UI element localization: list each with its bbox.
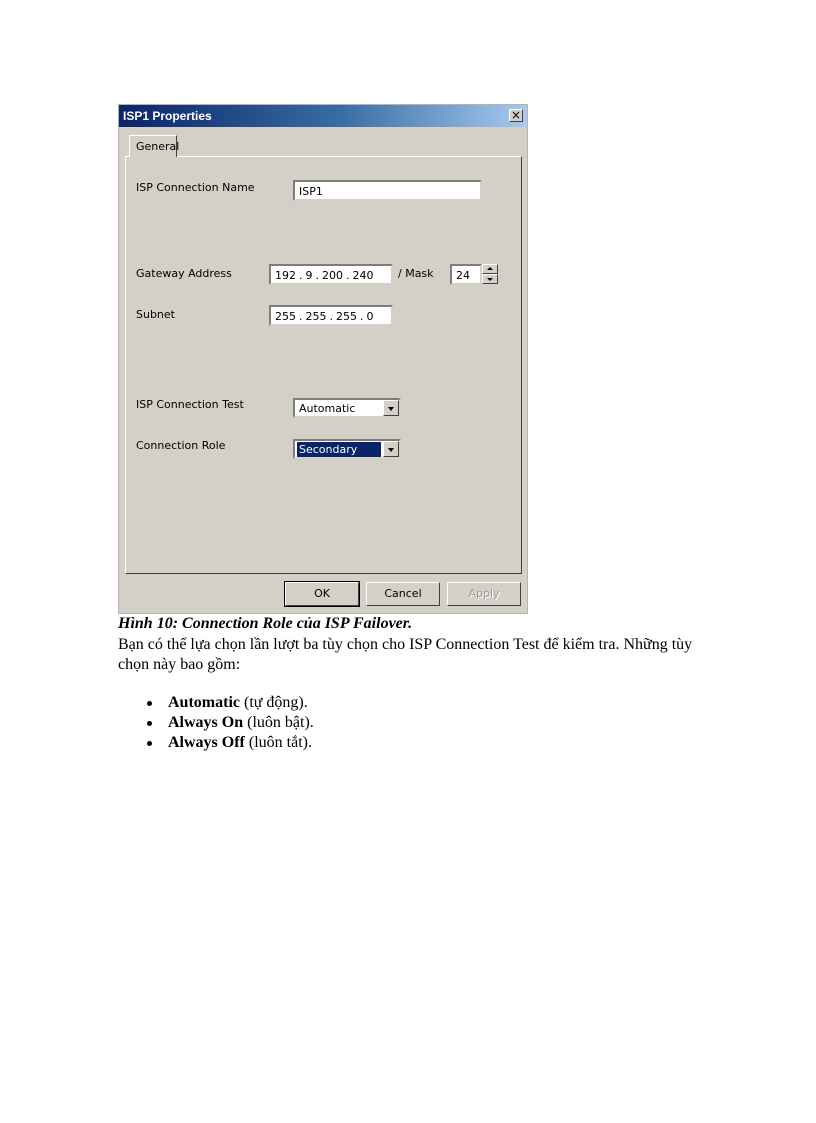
subnet-input[interactable]: 255 . 255 . 255 . 0 — [269, 305, 393, 326]
subnet-octet-4: 0 — [366, 310, 374, 323]
ok-button[interactable]: OK — [285, 582, 359, 606]
gateway-address-label: Gateway Address — [136, 267, 232, 280]
gateway-octet-3: 200 — [322, 269, 343, 282]
body-paragraph: Bạn có thể lựa chọn lần lượt ba tùy chọn cho ISP Connection Test để kiểm tra. Những tùy chọn này bao gồm: — [118, 636, 693, 673]
subnet-label: Subnet — [136, 308, 175, 321]
bullet-icon — [147, 701, 152, 706]
subnet-octet-2: 255 — [305, 310, 327, 323]
mask-spin-down-icon[interactable] — [482, 274, 498, 284]
dialog-title: ISP1 Properties — [123, 109, 212, 123]
list-item — [118, 693, 314, 713]
gateway-octet-4: 240 — [352, 269, 374, 282]
dialog-titlebar[interactable] — [119, 105, 527, 127]
bullet-icon — [147, 741, 152, 746]
subnet-octet-3: 255 — [336, 310, 357, 323]
figure-caption: Hình 10: Connection Role của ISP Failover. — [118, 615, 413, 632]
apply-button[interactable]: Apply — [447, 582, 521, 606]
gateway-octet-1: 192 — [275, 269, 296, 282]
option-list — [118, 693, 314, 753]
tab-general[interactable] — [129, 135, 180, 157]
list-item — [118, 713, 314, 733]
list-item-desc: (tự động). — [239, 694, 308, 711]
mask-spin-up-icon[interactable] — [482, 264, 498, 274]
isp-connection-name-label: ISP Connection Name — [136, 181, 255, 194]
mask-label: / Mask — [398, 267, 434, 280]
gateway-address-input[interactable]: 192 . 9 . 200 . 240 — [269, 264, 393, 285]
bullet-icon — [147, 721, 152, 726]
subnet-octet-1: 255 — [275, 310, 296, 323]
list-item — [118, 733, 314, 753]
mask-spinner[interactable] — [450, 264, 500, 285]
gateway-octet-2: 9 — [305, 269, 313, 282]
list-item-desc: (luôn bật). — [243, 714, 314, 731]
chevron-down-icon[interactable] — [383, 441, 399, 457]
list-item-term: Always Off — [168, 734, 245, 751]
close-icon: × — [510, 108, 522, 122]
mask-input[interactable]: 24 — [450, 264, 482, 285]
cancel-button[interactable]: Cancel — [366, 582, 440, 606]
tab-general-label: General — [136, 140, 180, 153]
isp-connection-test-select[interactable] — [293, 398, 401, 418]
isp1-properties-dialog — [118, 104, 528, 614]
general-tab-panel — [125, 156, 522, 574]
isp-connection-test-value: Automatic — [299, 402, 356, 415]
isp-connection-name-input[interactable]: ISP1 — [293, 180, 482, 201]
connection-role-label: Connection Role — [136, 439, 226, 452]
list-item-term: Always On — [168, 714, 244, 731]
connection-role-value: Secondary — [297, 442, 381, 457]
close-button[interactable] — [509, 109, 523, 122]
connection-role-select[interactable] — [293, 439, 401, 459]
list-item-term: Automatic — [168, 694, 240, 711]
chevron-down-icon[interactable] — [383, 400, 399, 416]
list-item-desc: (luôn tắt). — [244, 734, 312, 751]
isp-connection-test-label: ISP Connection Test — [136, 398, 244, 411]
